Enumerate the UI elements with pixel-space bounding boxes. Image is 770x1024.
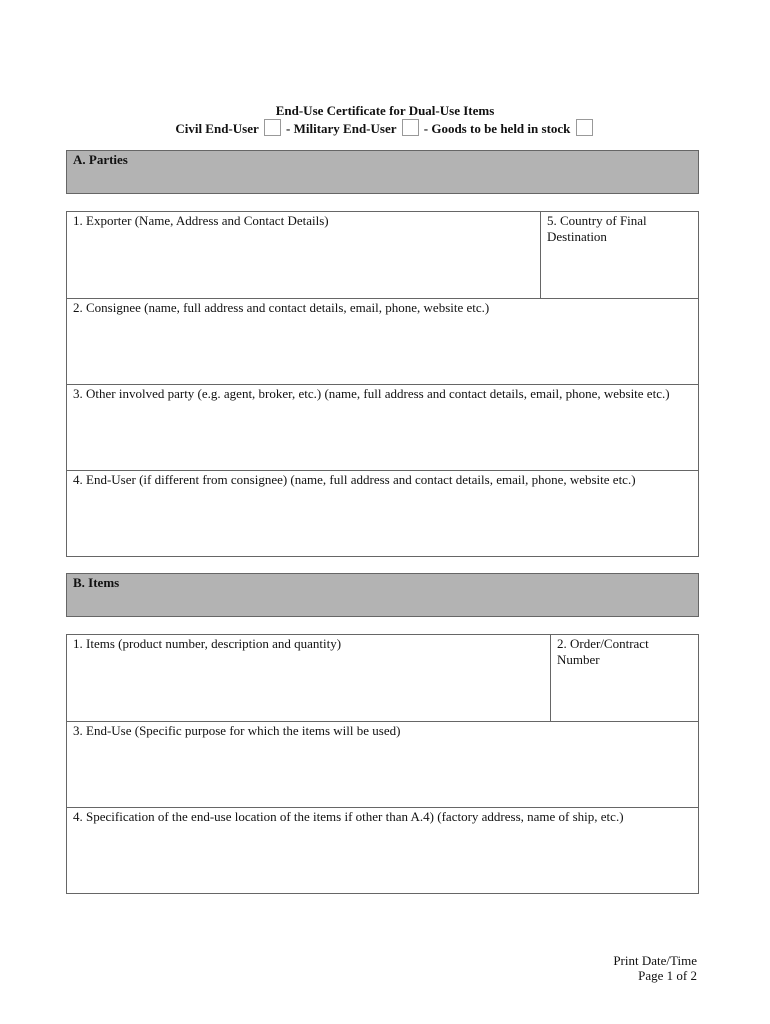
military-checkbox[interactable] xyxy=(402,119,419,136)
section-a-header xyxy=(66,150,699,194)
section-b-header xyxy=(66,573,699,617)
military-label: - Military End-User xyxy=(286,121,397,136)
field-label: 3. Other involved party (e.g. agent, broker, etc.) (name, full address and contact details, email, phone, website etc.) xyxy=(73,386,670,401)
civil-checkbox[interactable] xyxy=(264,119,281,136)
section-a-title: A. Parties xyxy=(73,152,128,167)
field-label: 1. Items (product number, description and quantity) xyxy=(73,636,342,651)
section-b-title: B. Items xyxy=(73,575,120,590)
country-destination-field[interactable] xyxy=(540,211,699,299)
end-user-type-row xyxy=(0,119,770,137)
items-field[interactable] xyxy=(66,634,551,722)
page-number: Page 1 of 2 xyxy=(638,968,697,983)
field-label: 4. Specification of the end-use location of the items if other than A.4) (factory address, name of ship, etc.) xyxy=(73,809,624,824)
field-label: 3. End-Use (Specific purpose for which the items will be used) xyxy=(73,723,401,738)
field-label: 5. Country of Final Destination xyxy=(547,213,647,244)
end-user-field[interactable] xyxy=(66,470,699,557)
field-label: 1. Exporter (Name, Address and Contact Details) xyxy=(73,213,329,228)
field-label: 2. Consignee (name, full address and contact details, email, phone, website etc.) xyxy=(73,300,490,315)
end-use-location-field[interactable] xyxy=(66,807,699,894)
consignee-field[interactable] xyxy=(66,298,699,385)
stock-label: - Goods to be held in stock xyxy=(423,121,571,136)
print-date-label: Print Date/Time xyxy=(613,953,697,968)
stock-checkbox[interactable] xyxy=(576,119,593,136)
end-use-field[interactable] xyxy=(66,721,699,808)
civil-label: Civil End-User xyxy=(175,121,259,136)
field-label: 4. End-User (if different from consignee) (name, full address and contact details, email, phone, website etc.) xyxy=(73,472,636,487)
order-contract-field[interactable] xyxy=(550,634,699,722)
document-title: End-Use Certificate for Dual-Use Items xyxy=(275,103,495,118)
other-party-field[interactable] xyxy=(66,384,699,471)
field-label: 2. Order/Contract Number xyxy=(557,636,649,667)
exporter-field[interactable] xyxy=(66,211,541,299)
